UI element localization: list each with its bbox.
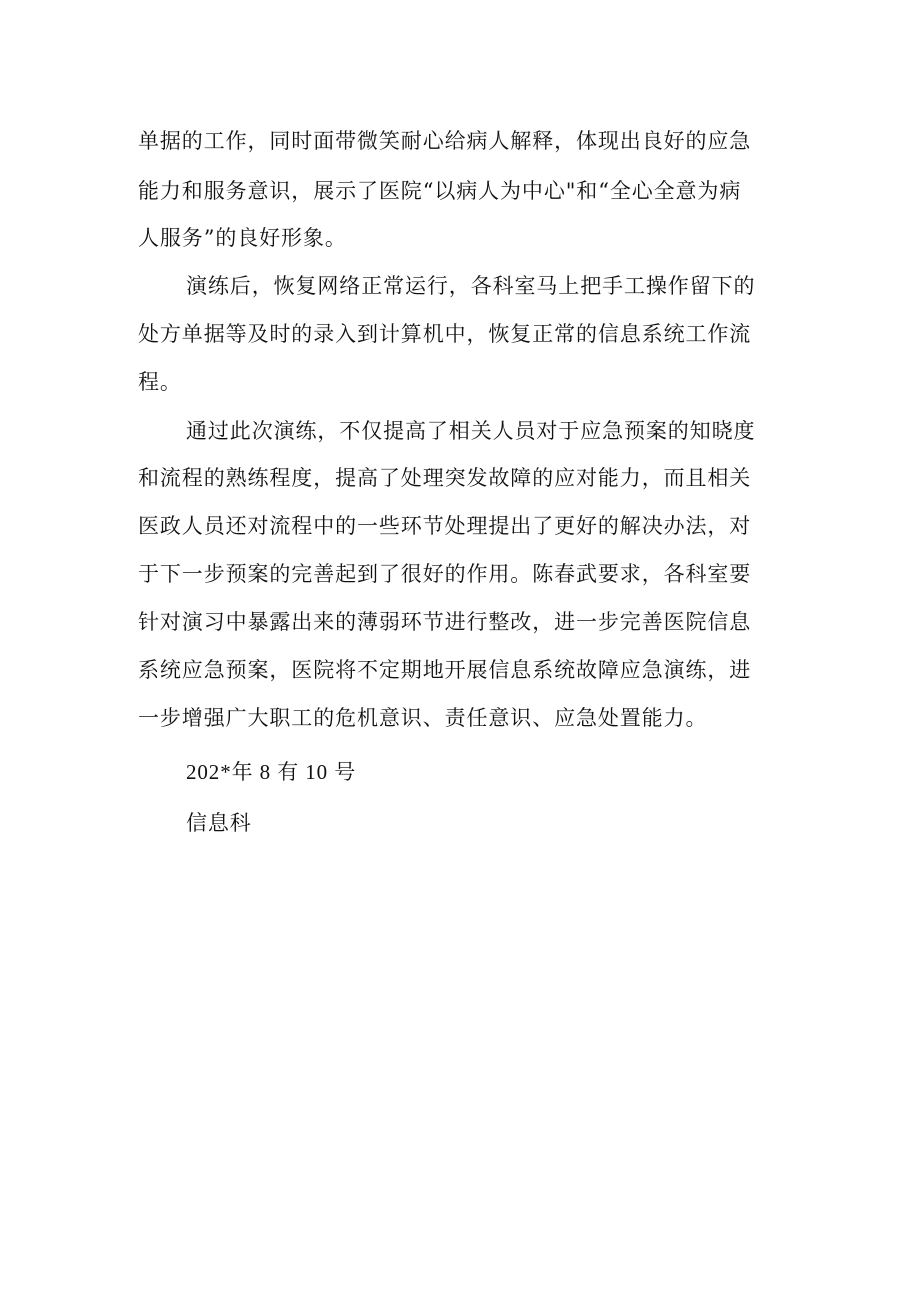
paragraph-line: 于下一步预案的完善起到了很好的作用。陈春武要求，各科室要 bbox=[138, 562, 752, 586]
paragraph-line: 程。 bbox=[138, 370, 182, 394]
paragraph-line: 和流程的熟练程度，提高了处理突发故障的应对能力，而且相关 bbox=[138, 466, 752, 490]
paragraph-line: 一步增强广大职工的危机意识、责任意识、应急处置能力。 bbox=[138, 706, 708, 730]
paragraph-line: 单据的工作，同时面带微笑耐心给病人解释，体现出良好的应急 bbox=[138, 129, 752, 153]
paragraph-line: 医政人员还对流程中的一些环节处理提出了更好的解决办法，对 bbox=[138, 514, 752, 538]
paragraph-line: 通过此次演练，不仅提高了相关人员对于应急预案的知晓度 bbox=[186, 419, 756, 443]
paragraph-line: 人服务”的良好形象。 bbox=[138, 226, 347, 250]
paragraph-line: 演练后，恢复网络正常运行，各科室马上把手工操作留下的 bbox=[186, 274, 756, 298]
signoff-department: 信息科 bbox=[186, 811, 252, 835]
paragraph-line: 处方单据等及时的录入到计算机中，恢复正常的信息系统工作流 bbox=[138, 322, 752, 346]
paragraph-line: 能力和服务意识，展示了医院“以病人为中心"和“全心全意为病 bbox=[138, 179, 742, 203]
paragraph-line: 针对演习中暴露出来的薄弱环节进行整改，进一步完善医院信息 bbox=[138, 610, 752, 634]
paragraph-line: 系统应急预案，医院将不定期地开展信息系统故障应急演练，进 bbox=[138, 658, 752, 682]
signoff-date: 202*年 8 有 10 号 bbox=[186, 760, 357, 784]
